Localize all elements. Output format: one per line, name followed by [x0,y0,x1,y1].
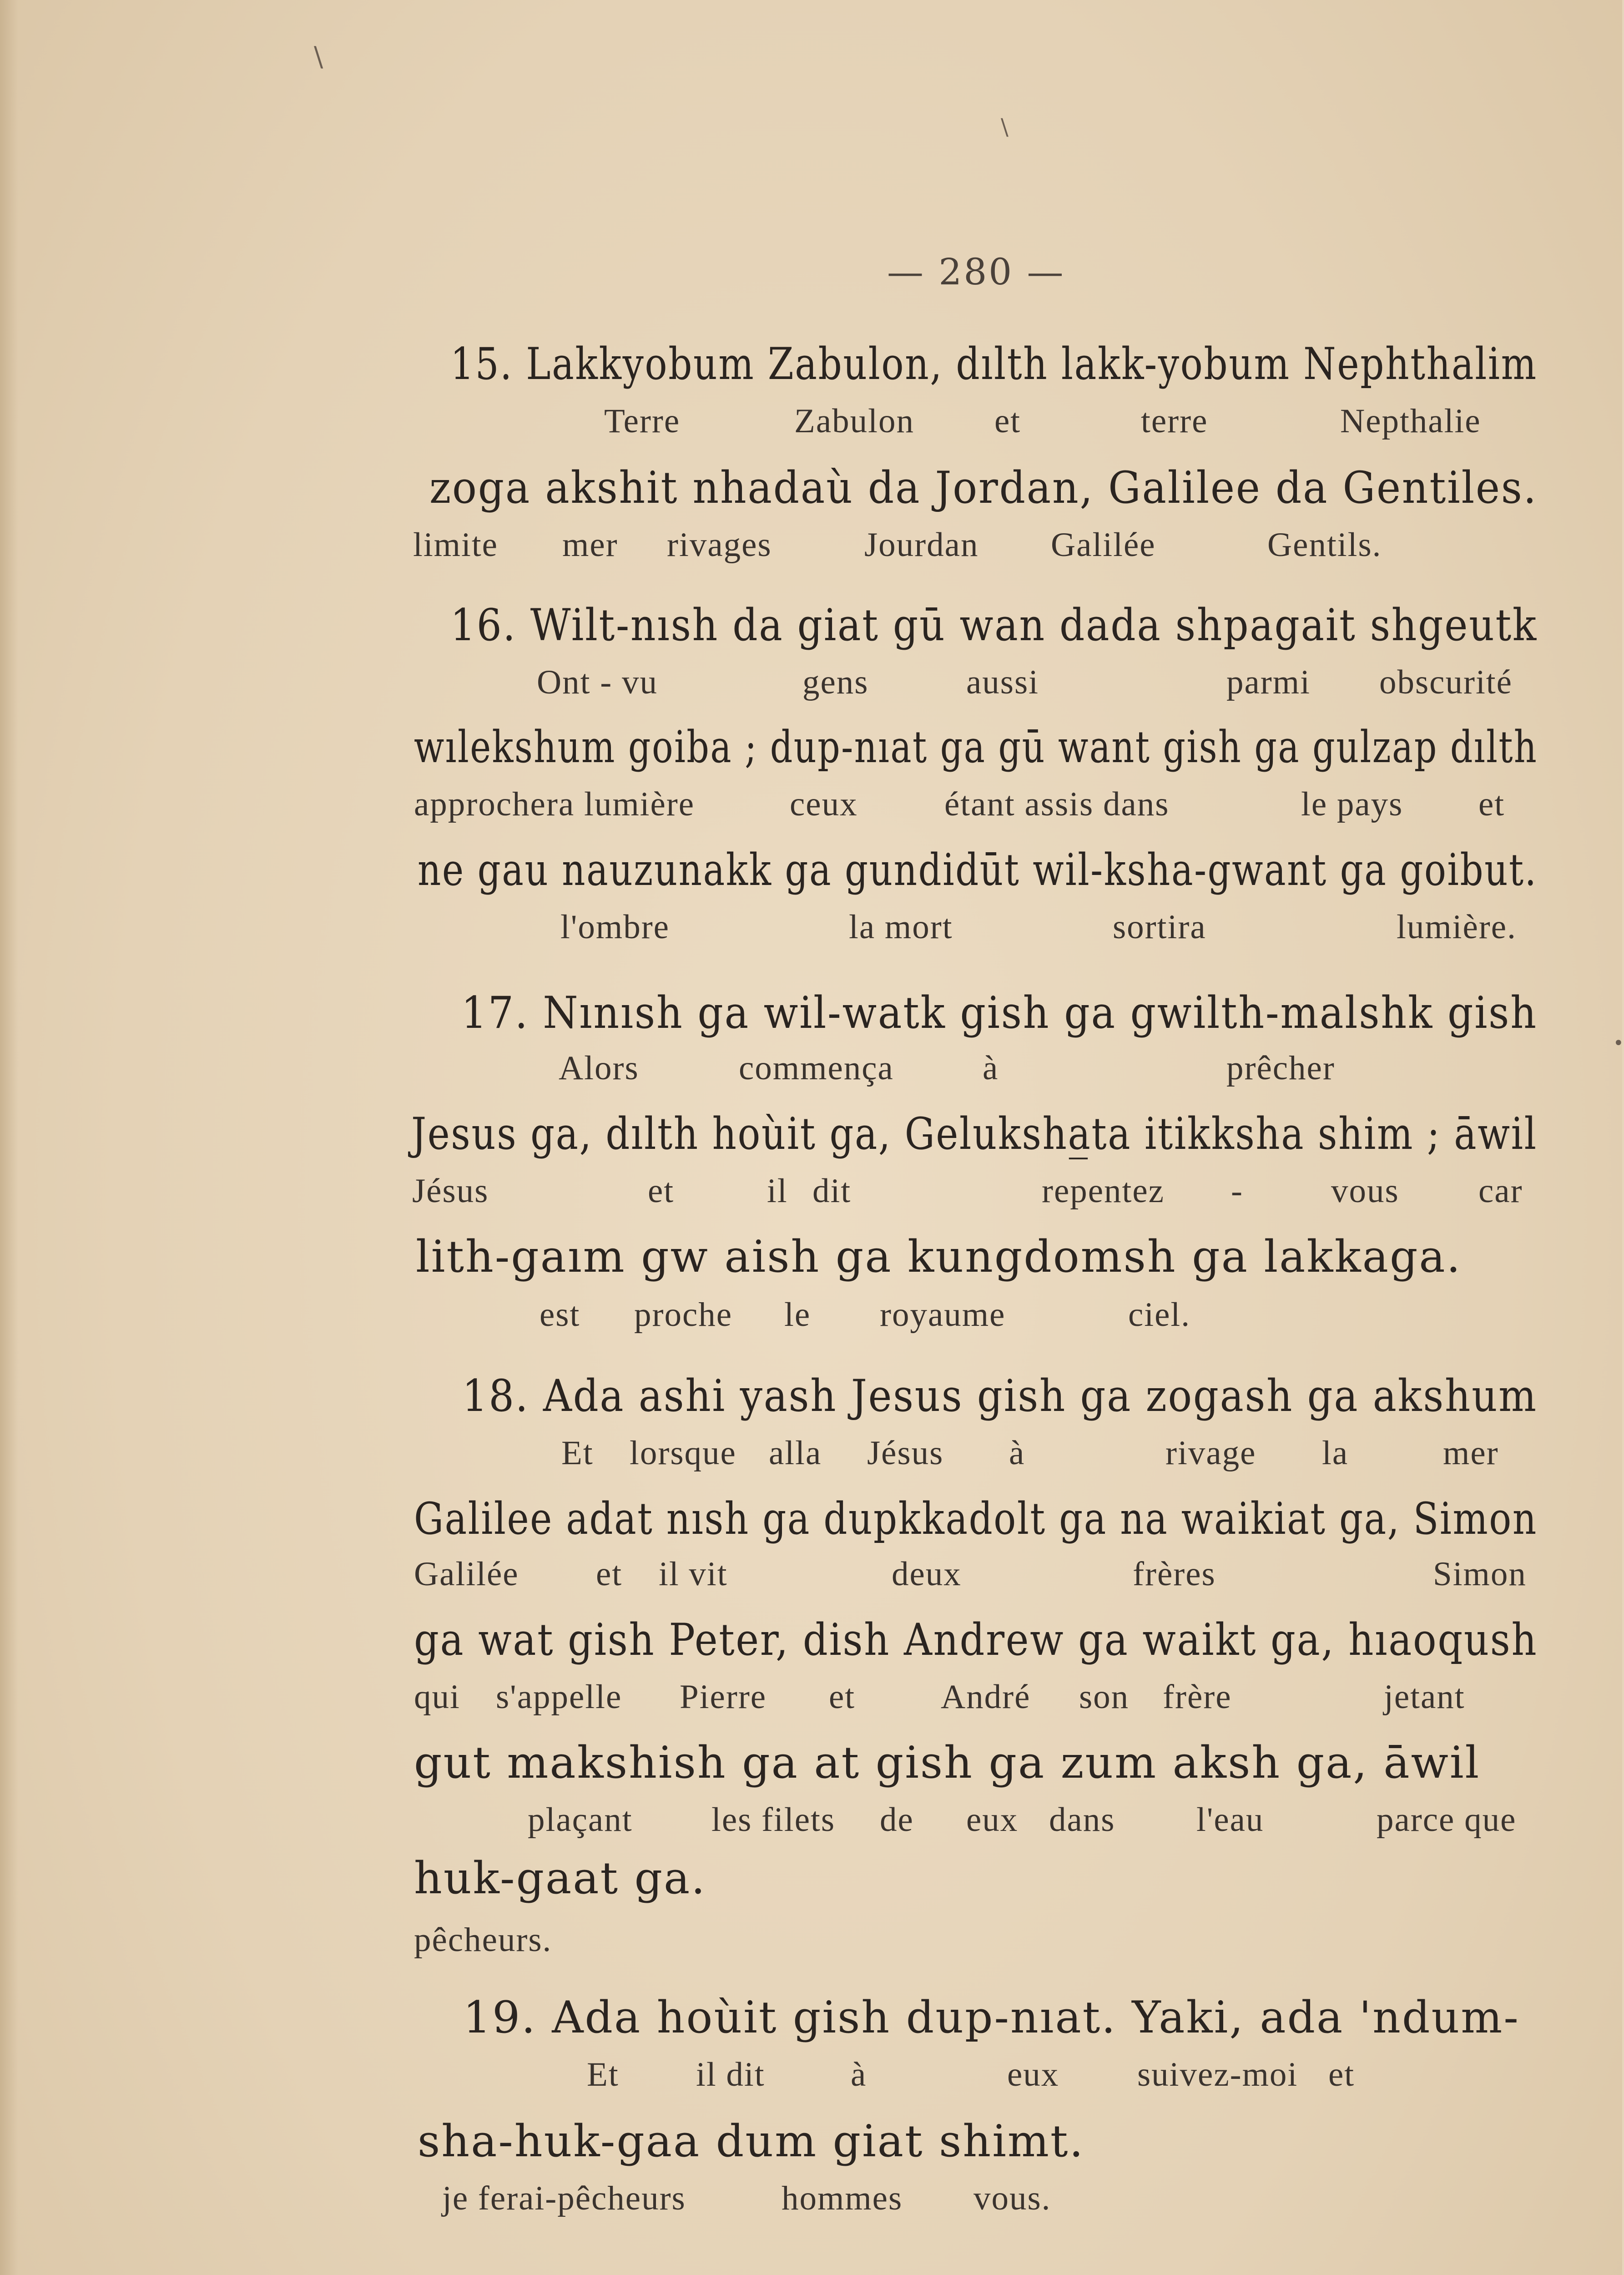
native-text: 18. Ada ashi yash Jesus gish ga zogash ga akshum [462,1370,1538,1421]
gloss-word: et [1478,785,1505,823]
gloss-word: limite [413,526,498,564]
native-text: ne gau nauzunakk ga gundidūt wil-ksha-gwant ga goibut. [418,844,1538,895]
gloss-word: repentez [1042,1172,1165,1210]
gloss-word: Pierre [680,1678,767,1716]
native-text: 16. Wilt-nısh da giat gū wan dada shpagait shgeutk [450,600,1538,651]
gloss-word: est [540,1296,580,1334]
gloss-word: prêcher [1226,1049,1335,1087]
native-text: Jesus ga, dılth hoùit ga, Geluksha̲ta itikksha shim ; āwil [411,1108,1538,1159]
gloss-word: ciel. [1128,1296,1191,1334]
gloss-word: Et [587,2056,619,2093]
page-number: — 280 — [887,251,1065,293]
gloss-word: car [1478,1172,1523,1210]
gloss-word: et [829,1678,856,1716]
gloss-word: et [596,1555,623,1593]
gloss-word: vous [1331,1172,1399,1210]
gloss-word: s'appelle [496,1678,622,1716]
gloss-word: André [941,1678,1031,1716]
native-text: lith-gaım gw aish ga kungdomsh ga lakkaga. [416,1231,1462,1282]
gloss-word: sortira [1113,908,1206,946]
gloss-word: étant assis dans [944,785,1170,823]
verse-16-line-1-gloss [0,665,1622,702]
gloss-word: rivages [667,526,772,564]
native-text: 19. Ada hoùit gish dup-nıat. Yaki, ada 'ndum- [463,1992,1520,2043]
verse-17-line-2-gloss [0,1174,1622,1210]
gloss-word: eux [966,1801,1019,1839]
gloss-word: aussi [966,663,1039,701]
gloss-word: l'eau [1196,1801,1264,1839]
gloss-word: à [983,1049,999,1087]
gloss-word: Nepthalie [1340,402,1481,440]
gloss-word: - [1231,1172,1243,1210]
gloss-word: jetant [1384,1678,1465,1716]
gloss-word: pêcheurs. [414,1921,552,1959]
gloss-word: son [1079,1678,1130,1716]
gloss-word: le pays [1301,785,1403,823]
verse-19-line-2-native [418,2116,1085,2167]
native-text: Galilee adat nısh ga dupkkadolt ga na waikiat ga, Simon [414,1493,1538,1544]
scan-mark: \ [314,41,323,73]
gloss-word: suivez-moi [1137,2056,1298,2093]
gloss-word: alla [769,1434,822,1472]
scan-mark: • [1613,1033,1624,1054]
gloss-word: Jésus [867,1434,944,1472]
gloss-word: les filets [711,1801,836,1839]
gloss-word: à [1009,1434,1025,1472]
gloss-word: ceux [790,785,858,823]
verse-17-line-3-gloss [0,1298,1622,1334]
verse-18-line-3-gloss [0,1680,1622,1716]
verse-17-line-1-gloss [0,1051,1622,1087]
gloss-word: dans [1049,1801,1115,1839]
native-text: 17. Nınısh ga wil-watk gish ga gwilth-malshk gish [461,987,1538,1038]
gloss-word: royaume [880,1296,1006,1334]
gloss-word: frères [1133,1555,1216,1593]
verse-16-line-1-native [450,600,1538,651]
verse-18-line-4-gloss [0,1803,1622,1839]
gloss-word: de [880,1801,914,1839]
verse-19-line-1-native [463,1992,1520,2043]
gloss-word: je ferai-pêcheurs [442,2179,686,2217]
gloss-word: Jourdan [864,526,979,564]
gloss-word: gens [802,663,869,701]
gloss-word: proche [634,1296,733,1334]
verse-15-line-1-native [450,339,1538,389]
gloss-word: il dit [696,2056,765,2093]
verse-19-line-1-gloss [0,2058,1622,2094]
gloss-word: plaçant [528,1801,633,1839]
gloss-word: il vit [659,1555,728,1593]
gloss-word: Et [561,1434,594,1472]
native-text: huk-gaat ga. [414,1853,706,1904]
gloss-word: lorsque [630,1434,736,1472]
gloss-word: eux [1007,2056,1059,2093]
verse-16-line-3-gloss [0,910,1622,946]
gloss-word: mer [1443,1434,1499,1472]
gloss-word: il [767,1172,788,1210]
gloss-word: frère [1163,1678,1232,1716]
gloss-word: et [1328,2056,1355,2093]
gloss-word: commença [739,1049,894,1087]
scan-mark: \ [1001,114,1009,140]
verse-19-line-2-gloss [0,2181,1622,2218]
native-text: zoga akshit nhadaù da Jordan, Galilee da Gentiles. [429,462,1538,513]
verse-16-line-2-gloss [0,787,1622,824]
native-text: gut makshish ga at gish ga zum aksh ga, āwil [414,1737,1481,1788]
gloss-word: la mort [849,908,953,946]
native-text: sha-huk-gaa dum giat shimt. [418,2116,1085,2167]
verse-18-line-2-gloss [0,1557,1622,1593]
verse-17-line-3-native [416,1231,1462,1282]
gloss-word: Galilée [414,1555,519,1593]
gloss-word: hommes [782,2179,903,2217]
gloss-word: qui [414,1678,460,1716]
gloss-word: mer [562,526,618,564]
gloss-word: Ont - vu [537,663,658,701]
verse-18-line-5-native [414,1853,706,1904]
gloss-word: Gentils. [1267,526,1382,564]
gloss-word: dit [812,1172,852,1210]
gloss-word: Simon [1433,1555,1527,1593]
gloss-word: parce que [1377,1801,1517,1839]
native-text: 15. Lakkyobum Zabulon, dılth lakk-yobum Nephthalim [450,339,1538,389]
verse-18-line-5-gloss [0,1923,1622,1959]
gloss-word: lumière [584,785,695,823]
gloss-word: approchera [414,785,575,823]
verse-15-line-2-native [429,462,1538,513]
verse-15-line-1-gloss [0,404,1622,440]
verse-16-line-3-native [418,844,1538,895]
gloss-word: rivage [1165,1434,1256,1472]
gloss-word: Alors [559,1049,639,1087]
gloss-word: le [784,1296,811,1334]
gloss-word: parmi [1226,663,1311,701]
verse-17-line-2-native [411,1108,1538,1159]
gloss-word: Galilée [1051,526,1156,564]
native-text: wılekshum goiba ; dup-nıat ga gū want gish ga gulzap dılth [414,722,1538,773]
verse-18-line-3-native [414,1614,1538,1665]
gloss-word: vous. [973,2179,1051,2217]
gloss-word: obscurité [1379,663,1513,701]
gloss-word: lumière. [1397,908,1517,946]
gloss-word: deux [892,1555,962,1593]
gloss-word: la [1322,1434,1349,1472]
gloss-word: Terre [604,402,681,440]
gloss-word: terre [1141,402,1208,440]
gloss-word: Jésus [412,1172,489,1210]
verse-18-line-2-native [414,1493,1538,1544]
verse-16-line-2-native [414,722,1538,773]
gloss-word: Zabulon [794,402,914,440]
gloss-word: et [648,1172,675,1210]
gloss-word: et [994,402,1021,440]
native-text: ga wat gish Peter, dish Andrew ga waikt ga, hıaoqush [414,1614,1538,1665]
verse-18-line-1-gloss [0,1436,1622,1472]
verse-18-line-1-native [462,1370,1538,1421]
verse-15-line-2-gloss [0,528,1622,564]
gloss-word: l'ombre [560,908,670,946]
verse-17-line-1-native [461,987,1538,1038]
verse-18-line-4-native [414,1737,1481,1788]
gloss-word: à [851,2056,867,2093]
